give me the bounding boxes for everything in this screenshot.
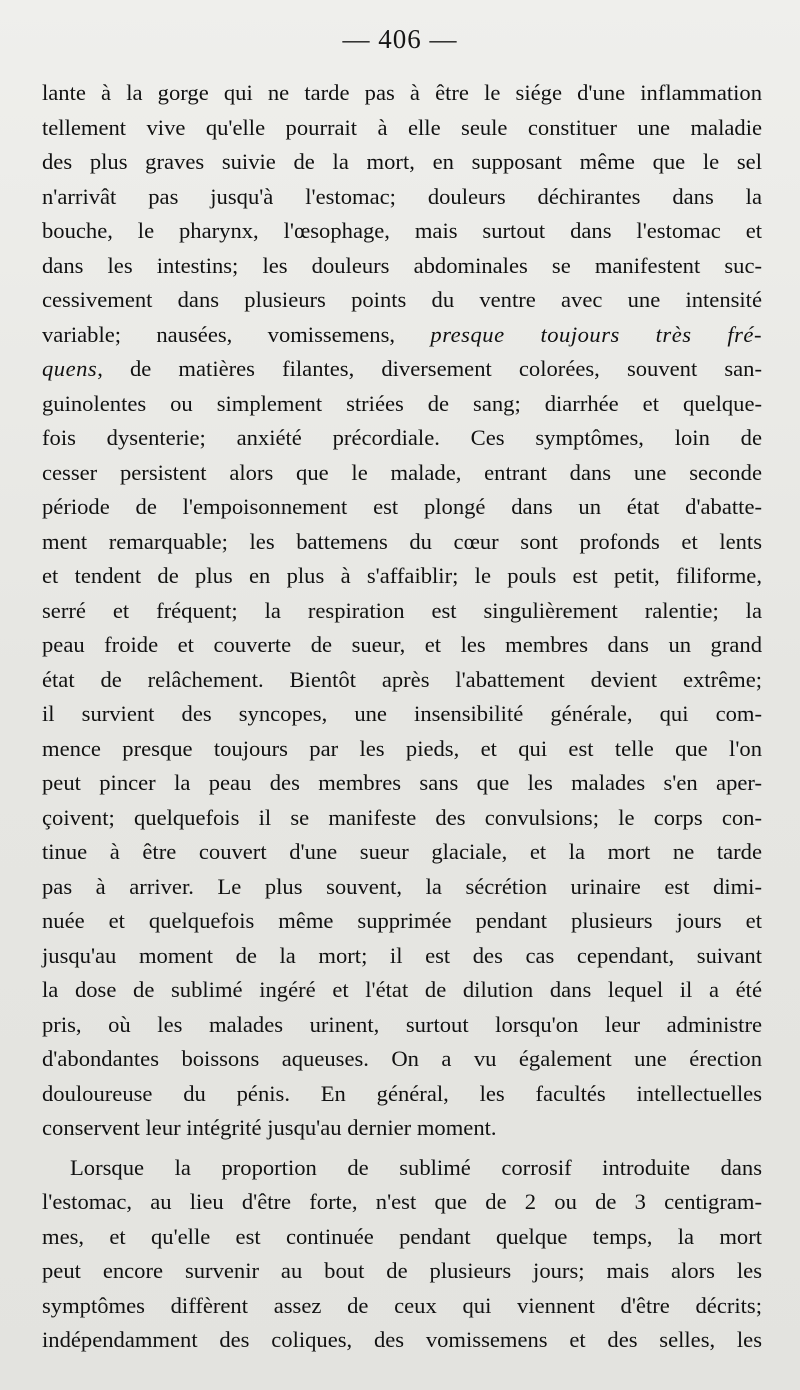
text-line: et tendent de plus en plus à s'affaiblir; le pouls est petit, filiforme, — [42, 563, 762, 588]
text-line: cesser persistent alors que le malade, entrant dans une seconde — [42, 459, 762, 485]
text-line: tinue à être couvert d'une sueur glaciale, et la mort ne tarde — [42, 839, 762, 864]
text-line: mes, et qu'elle est continuée pendant quelque temps, la mort — [42, 1223, 762, 1249]
text-line: jusqu'au moment de la mort; il est des cas cependant, suivant — [42, 942, 762, 968]
text-line-with-italic — [42, 318, 762, 353]
text-line: cessivement dans plusieurs points du ventre avec une intensité — [42, 287, 762, 312]
text-line: des plus graves suivie de la mort, en supposant même que le sel — [42, 149, 762, 174]
text-line: douloureuse du pénis. En général, les facultés intellectuelles — [42, 1080, 762, 1106]
italic-emphasis: quens — [42, 356, 98, 381]
text-line: peut encore survenir au bout de plusieurs jours; mais alors les — [42, 1258, 762, 1283]
italic-emphasis: presque toujours très fré- — [430, 321, 762, 347]
text-line: nuée et quelquefois même supprimée pendant plusieurs jours et — [42, 908, 762, 933]
text-line: bouche, le pharynx, l'œsophage, mais surtout dans l'estomac et — [42, 218, 762, 243]
text-line: n'arrivât pas jusqu'à l'estomac; douleurs déchirantes dans la — [42, 183, 762, 209]
text-line: d'abondantes boissons aqueuses. On a vu également une érection — [42, 1046, 762, 1071]
text-line: guinolentes ou simplement striées de sang; diarrhée et quelque- — [42, 390, 762, 416]
text-line: période de l'empoisonnement est plongé dans un état d'abatte- — [42, 494, 762, 519]
paragraph-end-line: conservent leur intégrité jusqu'au dernier moment. — [42, 1115, 497, 1140]
text-line-rest: , de matières filantes, diversement colorées, souvent san- — [97, 356, 762, 381]
text-line: lante à la gorge qui ne tarde pas à être le siége d'une inflammation — [42, 80, 762, 105]
text-line: peut pincer la peau des membres sans que les malades s'en aper- — [42, 770, 762, 795]
page-number: — 406 — — [342, 24, 458, 54]
text-line: mence presque toujours par les pieds, et qui est telle que l'on — [42, 735, 762, 761]
text-line: l'estomac, au lieu d'être forte, n'est que de 2 ou de 3 centigram- — [42, 1189, 762, 1214]
text-line: peau froide et couverte de sueur, et les membres dans un grand — [42, 632, 762, 657]
text-line: symptômes diffèrent assez de ceux qui viennent d'être décrits; — [42, 1292, 762, 1318]
text-line: ment remarquable; les battemens du cœur sont profonds et lents — [42, 528, 762, 554]
text-line-with-italic — [42, 352, 762, 387]
text-line: indépendamment des coliques, des vomissemens et des selles, les — [42, 1327, 762, 1352]
paragraph-start-line: Lorsque la proportion de sublimé corrosif introduite dans — [70, 1154, 762, 1180]
body-text — [42, 76, 762, 1358]
text-line: serré et fréquent; la respiration est singulièrement ralentie; la — [42, 597, 762, 623]
text-line: fois dysenterie; anxiété précordiale. Ces symptômes, loin de — [42, 425, 762, 450]
text-line: état de relâchement. Bientôt après l'abattement devient extrême; — [42, 666, 762, 692]
text-line: la dose de sublimé ingéré et l'état de dilution dans lequel il a été — [42, 977, 762, 1002]
text-line: pas à arriver. Le plus souvent, la sécrétion urinaire est dimi- — [42, 873, 762, 899]
text-line: çoivent; quelquefois il se manifeste des convulsions; le corps con- — [42, 804, 762, 830]
text-line: dans les intestins; les douleurs abdominales se manifestent suc- — [42, 252, 762, 278]
text-line: il survient des syncopes, une insensibilité générale, qui com- — [42, 701, 762, 726]
text-line: pris, où les malades urinent, surtout lorsqu'on leur administre — [42, 1011, 762, 1037]
text-line-start: variable; nausées, vomissemens, — [42, 321, 396, 347]
text-line: tellement vive qu'elle pourrait à elle seule constituer une maladie — [42, 114, 762, 140]
